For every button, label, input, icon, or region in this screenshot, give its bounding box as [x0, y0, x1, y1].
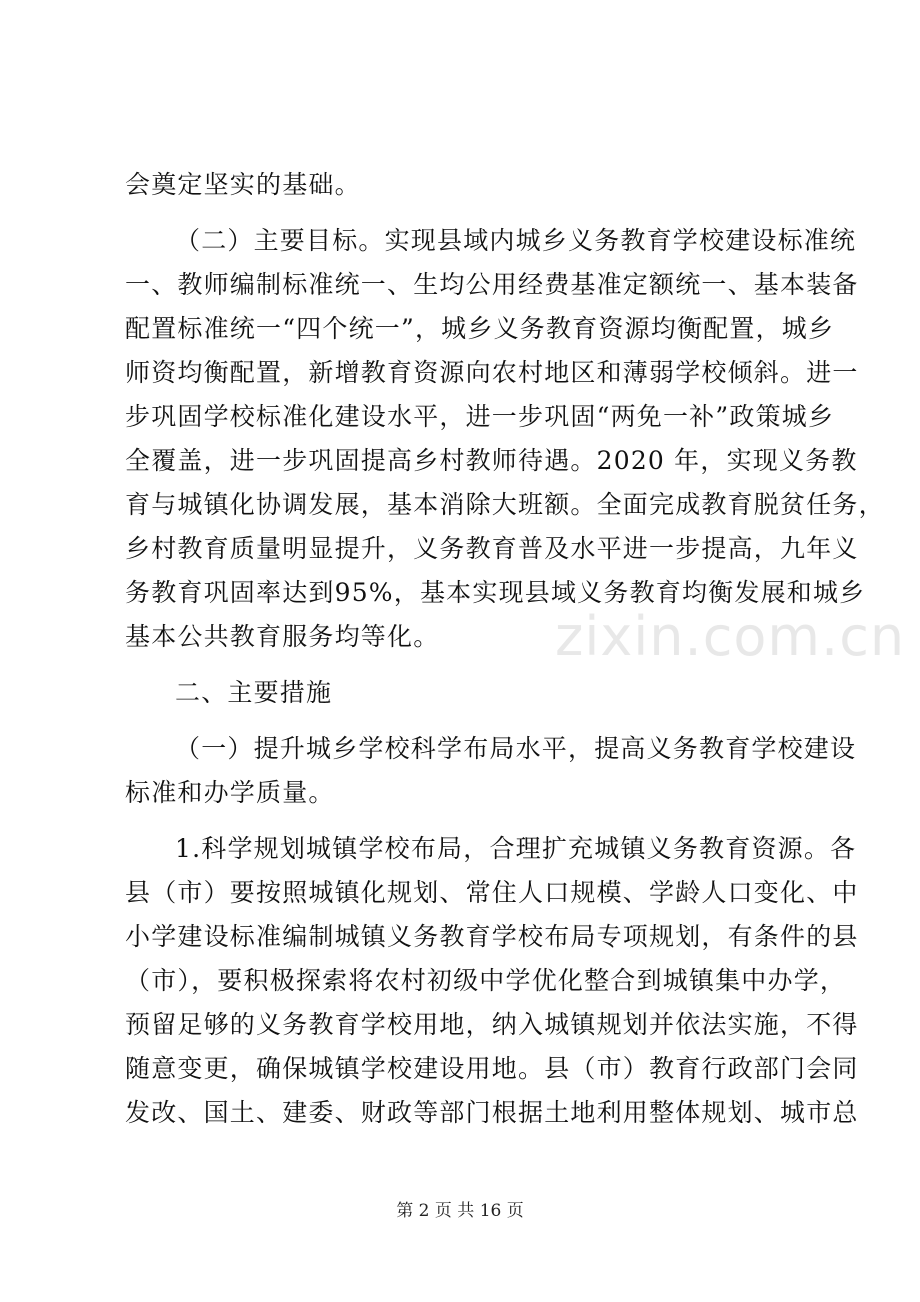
- paragraph-line: 步巩固学校标准化建设水平，进一步巩固“两免一补”政策城乡: [125, 402, 835, 431]
- paragraph-line: 配置标准统一“四个统一”，城乡义务教育资源均衡配置，城乡: [125, 314, 835, 343]
- paragraph-line: 师资均衡配置，新增教育资源向农村地区和薄弱学校倾斜。进一: [125, 358, 859, 387]
- paragraph-line: 发改、国土、建委、财政等部门根据土地利用整体规划、城市总: [125, 1098, 859, 1127]
- section-heading: 二、主要措施: [175, 678, 333, 707]
- paragraph-line: 育与城镇化协调发展，基本消除大班额。全面完成教育脱贫任务，: [125, 490, 885, 519]
- paragraph-line: （市），要积极探索将农村初级中学优化整合到城镇集中办学，: [125, 966, 847, 995]
- paragraph-line: 一、教师编制标准统一、生均公用经费基准定额统一、基本装备: [125, 270, 859, 299]
- paragraph-line: 县（市）要按照城镇化规划、常住人口规模、学龄人口变化、中: [125, 878, 859, 907]
- paragraph-line: 基本公共教育服务均等化。: [125, 622, 440, 651]
- page-footer: 第 2 页 共 16 页: [396, 1201, 524, 1221]
- paragraph-line: 乡村教育质量明显提升，义务教育普及水平进一步提高，九年义: [125, 534, 859, 563]
- paragraph-line: 全覆盖，进一步巩固提高乡村教师待遇。2020 年，实现义务教: [125, 446, 858, 475]
- paragraph-line: 会奠定坚实的基础。: [125, 170, 361, 199]
- paragraph-line: 1.科学规划城镇学校布局，合理扩充城镇义务教育资源。各: [175, 834, 857, 863]
- paragraph-line: 随意变更，确保城镇学校建设用地。县（市）教育行政部门会同: [125, 1054, 859, 1083]
- paragraph-line: 小学建设标准编制城镇义务教育学校布局专项规划，有条件的县: [125, 922, 859, 951]
- paragraph-line: （一）提升城乡学校科学布局水平，提高义务教育学校建设: [175, 734, 857, 763]
- paragraph-line: 务教育巩固率达到95%，基本实现县域义务教育均衡发展和城乡: [125, 578, 866, 607]
- paragraph-line: 预留足够的义务教育学校用地，纳入城镇规划并依法实施，不得: [125, 1010, 859, 1039]
- paragraph-line: 标准和办学质量。: [125, 778, 335, 807]
- paragraph-line: （二）主要目标。实现县域内城乡义务教育学校建设标准统: [175, 226, 857, 255]
- watermark: zixin.com.cn: [555, 605, 906, 668]
